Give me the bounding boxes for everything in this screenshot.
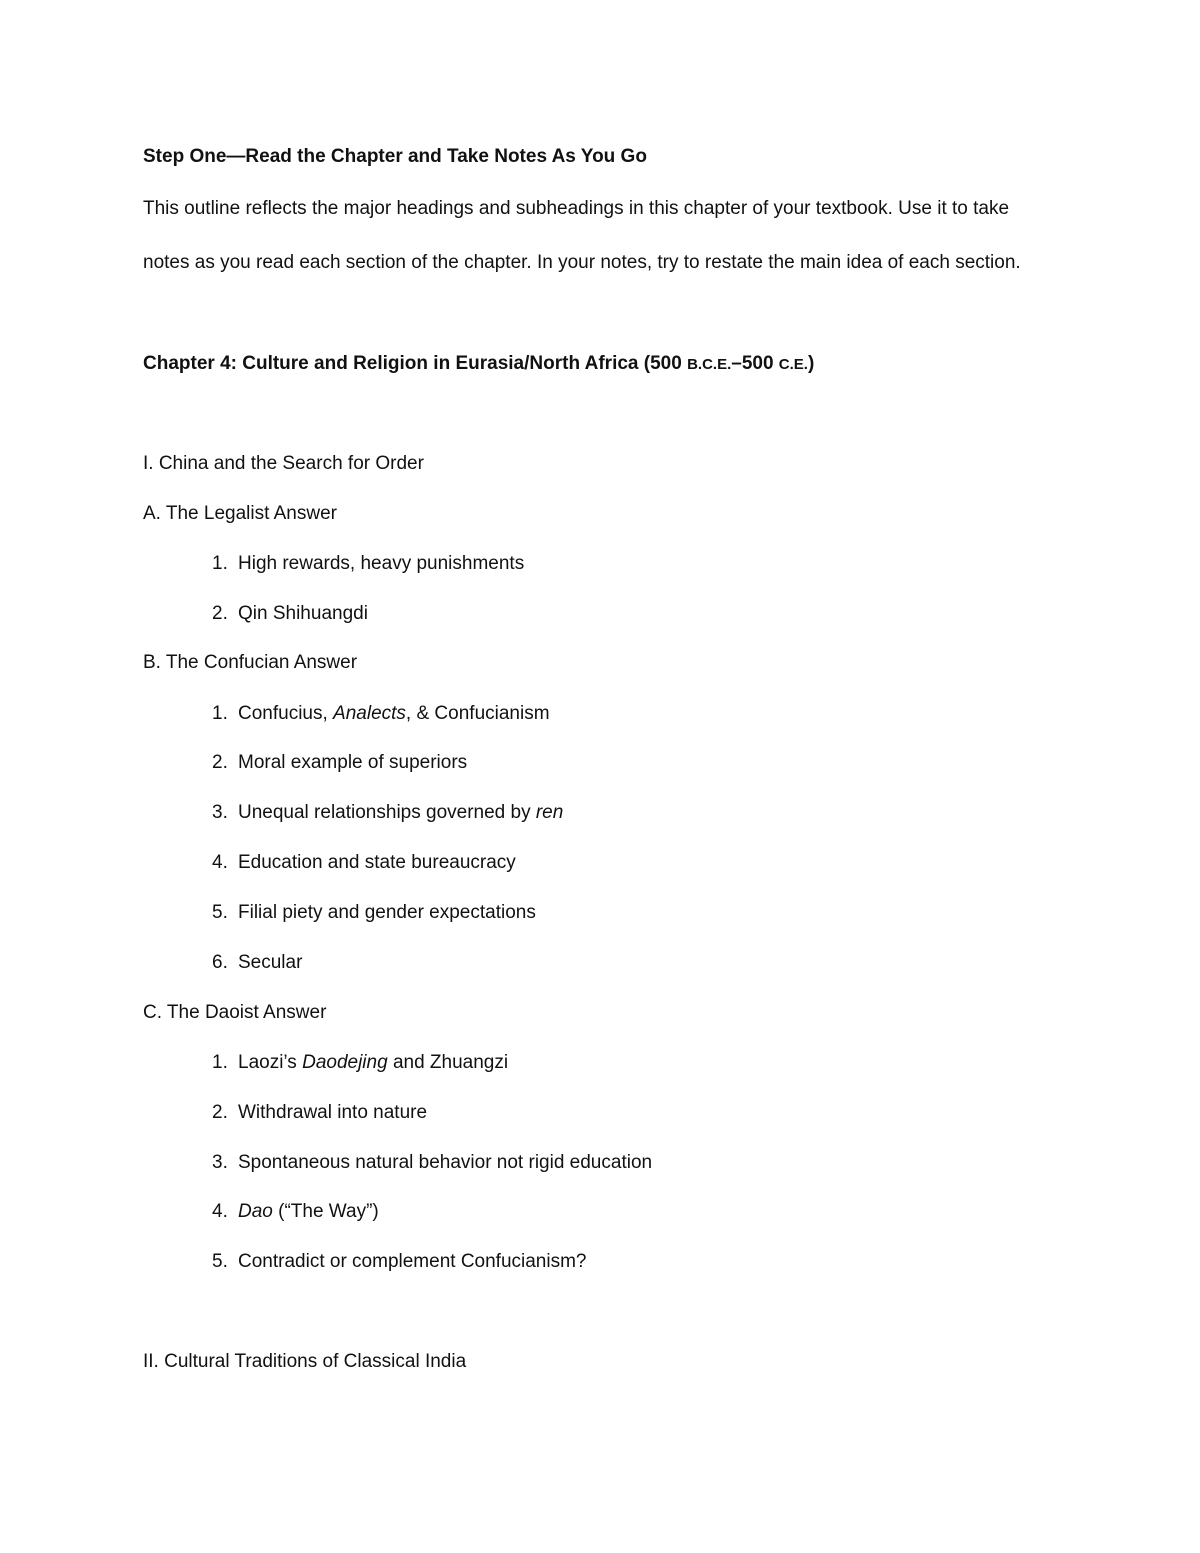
subsection-c-title: C. The Daoist Answer (143, 1002, 327, 1023)
chapter-title-era-1: B.C.E. (687, 356, 732, 373)
list-number: 3. (212, 1152, 228, 1173)
list-number: 4. (212, 852, 228, 873)
list-text: Withdrawal into nature (238, 1102, 428, 1123)
chapter-title-prefix: Chapter 4: Culture and Religion in Eurasia/North Africa (500 (143, 353, 688, 374)
list-item (212, 851, 516, 875)
list-text: Confucius, (238, 703, 334, 724)
list-text: Unequal relationships governed by (238, 802, 536, 823)
list-number: 2. (212, 603, 228, 624)
list-item (212, 901, 536, 925)
step-heading: Step One—Read the Chapter and Take Notes As You Go (143, 146, 647, 167)
list-text: Contradict or complement Confucianism? (238, 1251, 587, 1272)
list-item (212, 1151, 652, 1175)
list-item (212, 602, 368, 626)
list-number: 5. (212, 1251, 228, 1272)
list-item (212, 1051, 508, 1075)
list-text: (“The Way”) (272, 1201, 379, 1222)
list-number: 2. (212, 1102, 228, 1123)
list-number: 1. (212, 703, 228, 724)
subsection-b-title: B. The Confucian Answer (143, 652, 358, 673)
subsection-a-title: A. The Legalist Answer (143, 503, 337, 524)
list-number: 6. (212, 952, 228, 973)
list-text-italic: Dao (238, 1201, 273, 1222)
list-text: High rewards, heavy punishments (238, 553, 525, 574)
list-text: Moral example of superiors (238, 752, 468, 773)
list-item (212, 801, 563, 825)
list-item (212, 1250, 587, 1274)
list-item (212, 1200, 379, 1224)
list-item (212, 751, 467, 775)
list-number: 1. (212, 1052, 228, 1073)
chapter-title-era-2: C.E. (778, 356, 808, 373)
list-text-italic: Daodejing (302, 1052, 388, 1073)
list-text: Filial piety and gender expectations (238, 902, 536, 923)
list-text: , & Confucianism (405, 703, 550, 724)
section-2-title: II. Cultural Traditions of Classical India (143, 1351, 467, 1372)
list-number: 5. (212, 902, 228, 923)
list-item (212, 1101, 427, 1125)
list-item (212, 552, 524, 576)
intro-text-line-1: This outline reflects the major headings and subheadings in this chapter of your textbook. Use it to take (143, 198, 1010, 219)
list-number: 3. (212, 802, 228, 823)
list-item (212, 951, 302, 975)
list-text: Secular (238, 952, 303, 973)
chapter-title-suffix: ) (807, 353, 815, 374)
list-text: Education and state bureaucracy (238, 852, 516, 873)
intro-text-line-2: notes as you read each section of the chapter. In your notes, try to restate the main idea of each section. (143, 252, 1021, 273)
list-number: 1. (212, 553, 228, 574)
list-item (212, 702, 550, 726)
list-text: Laozi’s (238, 1052, 303, 1073)
list-text-italic: Analects (333, 703, 406, 724)
list-number: 2. (212, 752, 228, 773)
list-text: Spontaneous natural behavior not rigid education (238, 1152, 653, 1173)
list-number: 4. (212, 1201, 228, 1222)
list-text-italic: ren (535, 802, 564, 823)
chapter-title-dash: –500 (731, 353, 779, 374)
list-text: and Zhuangzi (387, 1052, 509, 1073)
section-1-title: I. China and the Search for Order (143, 453, 424, 474)
list-text: Qin Shihuangdi (238, 603, 368, 624)
chapter-title (143, 352, 814, 377)
